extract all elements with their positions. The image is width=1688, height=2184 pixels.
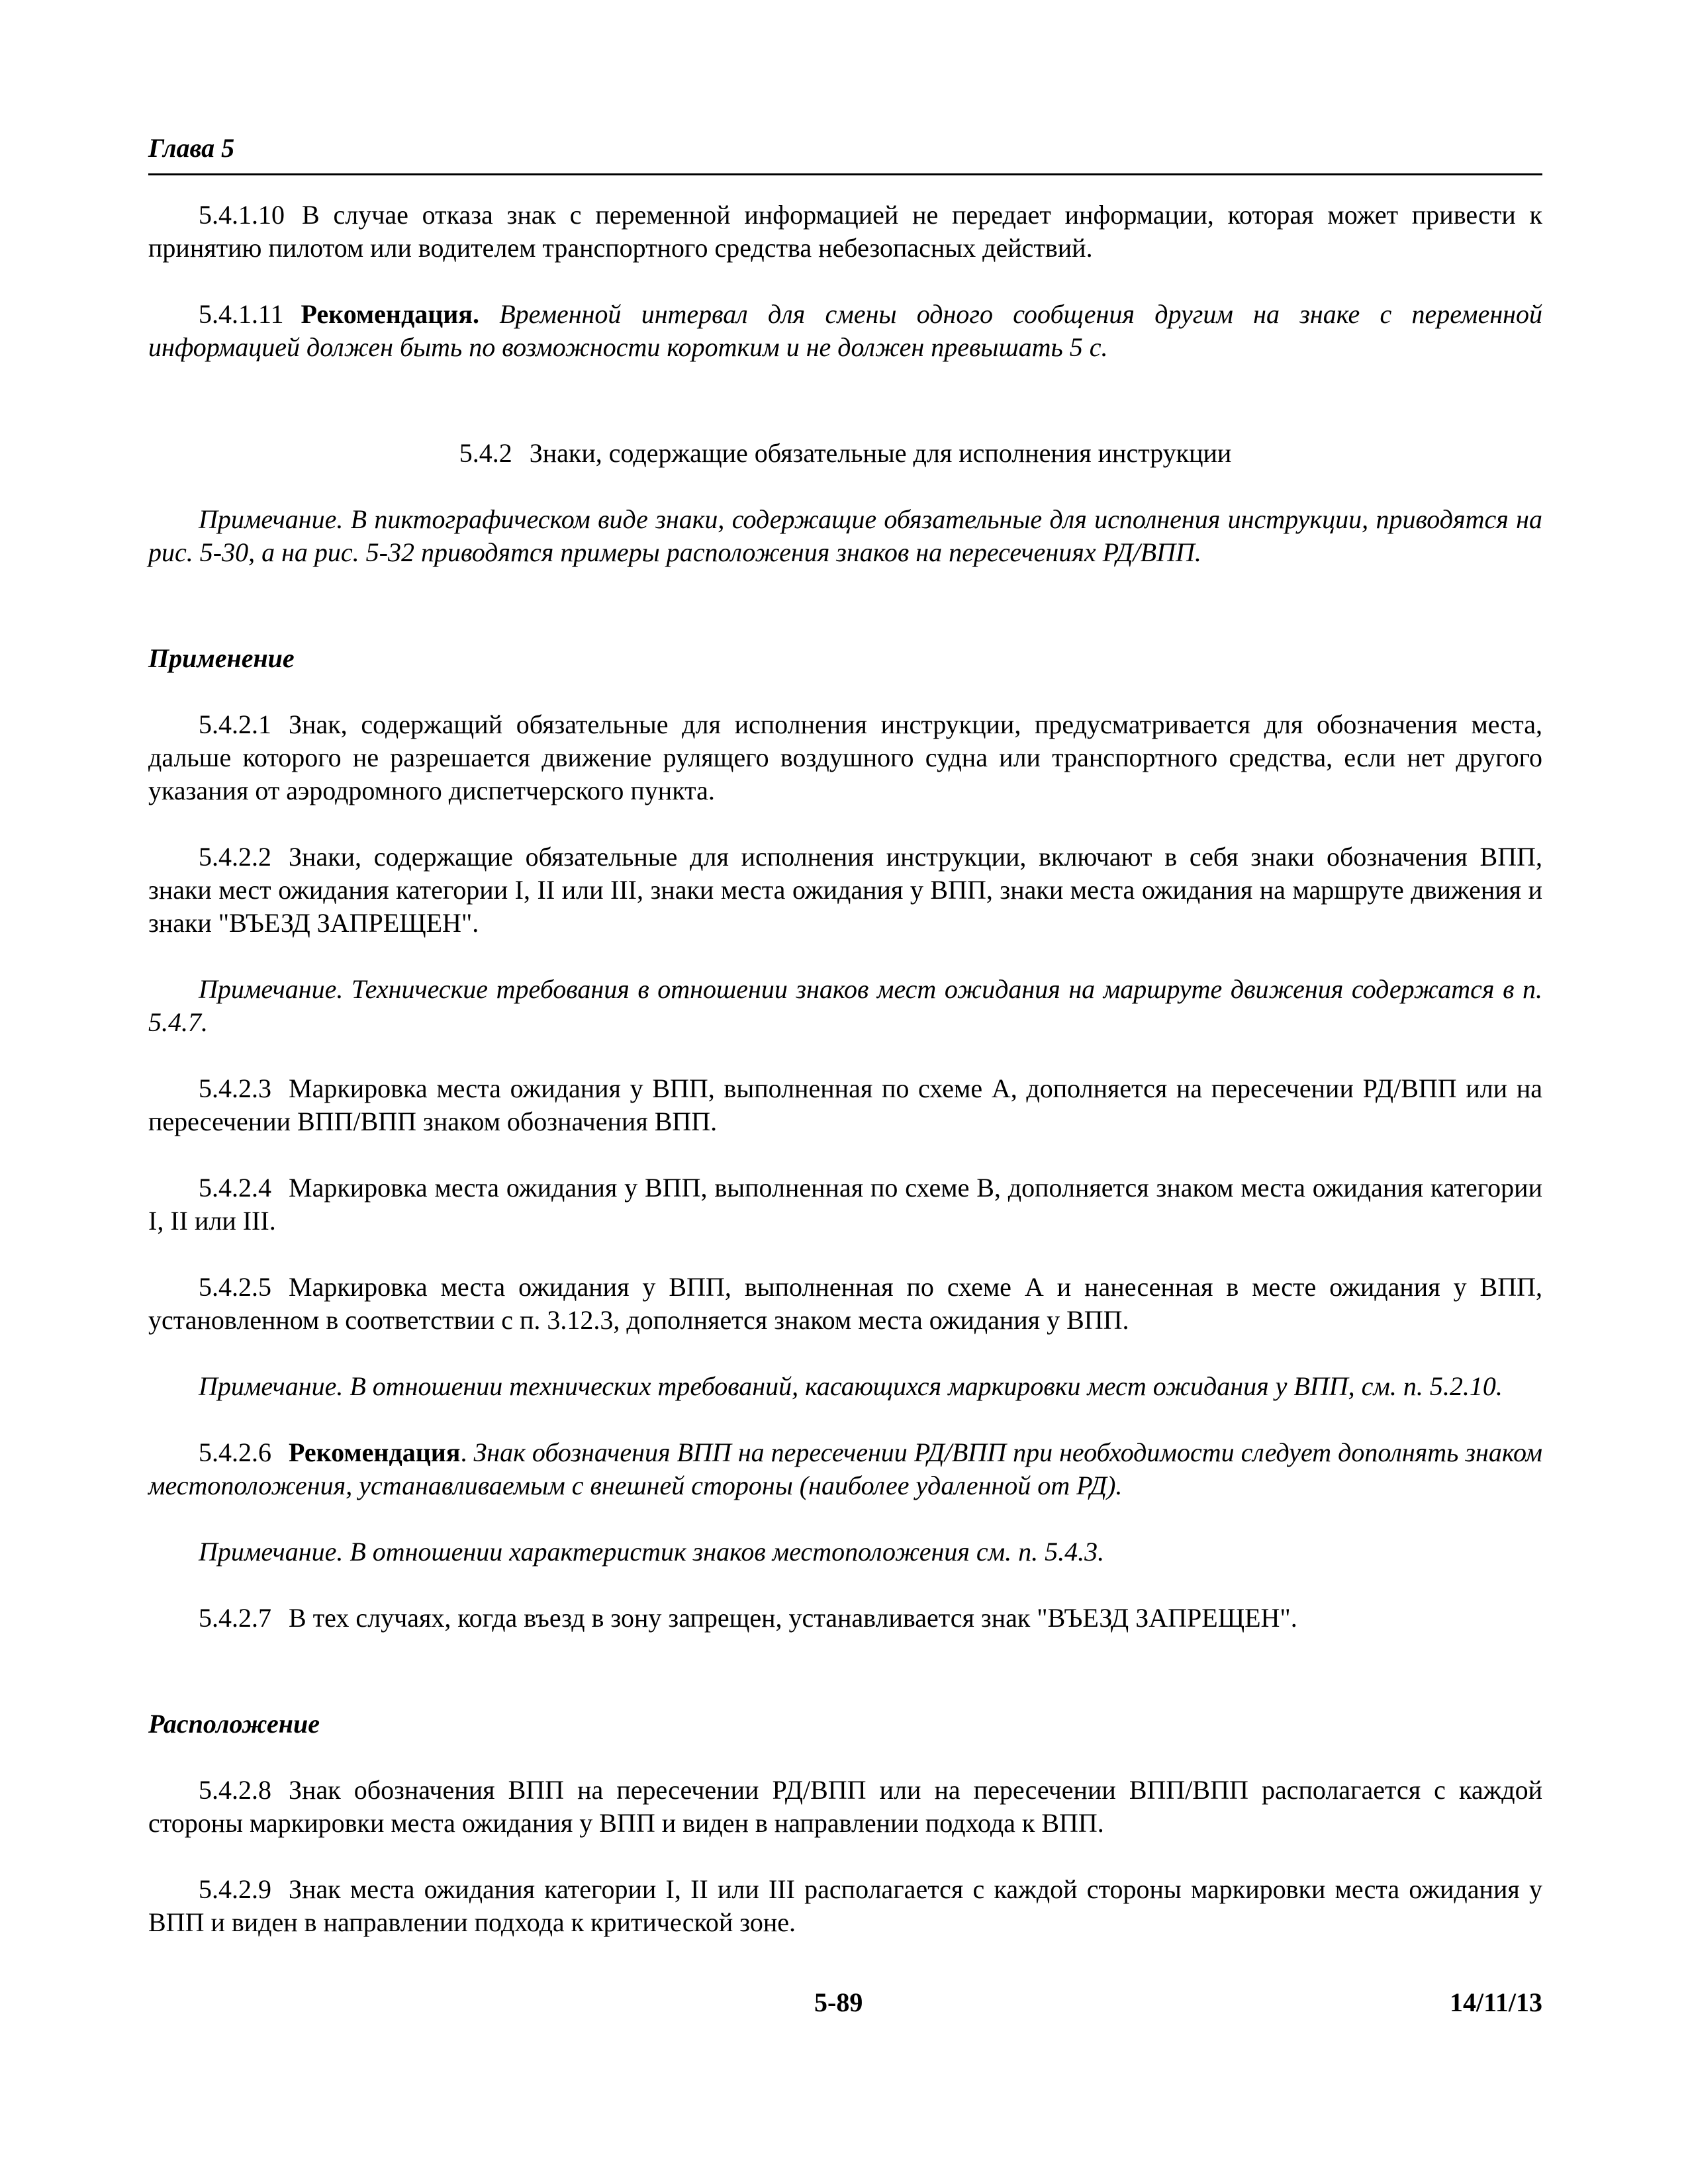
paragraph-5-4-2-5	[148, 1271, 1542, 1337]
paragraph-number: 5.4.2.7	[199, 1603, 271, 1633]
paragraph-text: Знак места ожидания категории I, II или III располагается с каждой стороны маркировки места ожидания у ВПП и виден в направлении подхода к критической зоне.	[148, 1874, 1542, 1937]
paragraph-text: В тех случаях, когда въезд в зону запрещен, устанавливается знак "ВЪЕЗД ЗАПРЕЩЕН".	[289, 1603, 1297, 1633]
paragraph-5-4-2-4	[148, 1171, 1542, 1238]
paragraph-text: Знак обозначения ВПП на пересечении РД/ВПП или на пересечении ВПП/ВПП располагается с каждой стороны маркировки места ожидания у ВПП и виден в направлении подхода к ВПП.	[148, 1775, 1542, 1838]
footer-date: 14/11/13	[1449, 1987, 1542, 2017]
recommendation-label: Рекомендация	[289, 1437, 461, 1467]
note-3: Примечание. В отношении технических требований, касающихся маркировки мест ожидания у ВПП, см. п. 5.2.10.	[199, 1371, 1503, 1401]
note-2: Примечание. Технические требования в отношении знаков мест ожидания на маршруте движения содержатся в п. 5.4.7.	[148, 974, 1542, 1037]
recommendation-label: Рекомендация.	[301, 299, 479, 329]
paragraph-5-4-1-11	[148, 298, 1542, 364]
section-heading-5-4-2	[148, 437, 1542, 470]
paragraph-5-4-1-10	[148, 199, 1542, 265]
paragraph-text: Маркировка места ожидания у ВПП, выполненная по схеме А и нанесенная в месте ожидания у ВПП, установленном в соответствии с п. 3.12.3, дополняется знаком места ожидания у ВПП.	[148, 1272, 1542, 1335]
paragraph-text: Маркировка места ожидания у ВПП, выполненная по схеме В, дополняется знаком места ожидания категории I, II или III.	[148, 1173, 1542, 1236]
paragraph-text: Временной интервал для смены одного сообщения другим на знаке с переменной информацией должен быть по возможности коротким и не должен превышать 5 с.	[148, 299, 1543, 362]
subheading-application: Применение	[148, 643, 295, 673]
paragraph-number: 5.4.2.6	[199, 1437, 271, 1467]
document-body	[148, 199, 1542, 1939]
paragraph-text: В случае отказа знак с переменной информацией не передает информации, которая может привести к принятию пилотом или водителем транспортного средства небезопасных действий.	[148, 200, 1542, 263]
paragraph-5-4-2-2	[148, 841, 1542, 940]
paragraph-number: 5.4.2.1	[199, 709, 271, 739]
paragraph-5-4-2-3	[148, 1072, 1542, 1138]
paragraph-5-4-2-6: 5.4.2.6 Рекомендация. Знак обозначения ВПП на пересечении РД/ВПП при необходимости следует дополнять знаком местоположения, устанавливаемым с внешней стороны (наиболее удаленной от РД).	[148, 1437, 1543, 1500]
paragraph-number: 5.4.1.11	[199, 299, 284, 329]
paragraph-number: 5.4.2.4	[199, 1173, 271, 1203]
header-rule	[148, 173, 1542, 175]
subheading-location: Расположение	[148, 1709, 320, 1739]
page-number: 5-89	[814, 1987, 863, 2017]
paragraph-number: 5.4.2.3	[199, 1073, 271, 1103]
paragraph-5-4-2-1	[148, 708, 1542, 807]
paragraph-5-4-2-7	[148, 1602, 1542, 1635]
paragraph-number: 5.4.1.10	[199, 200, 285, 230]
paragraph-text: Знак обозначения ВПП на пересечении РД/ВПП при необходимости следует дополнять знаком местоположения, устанавливаемым с внешней стороны (наиболее удаленной от РД).	[148, 1437, 1543, 1500]
paragraph-text: Знак, содержащий обязательные для исполнения инструкции, предусматривается для обозначения места, дальше которого не разрешается движение рулящего воздушного судна или транспортного средства, если нет другого указания от аэродромного диспетчерского пункта.	[148, 709, 1542, 805]
paragraph-number: 5.4.2.2	[199, 842, 271, 872]
paragraph-number: 5.4.2.5	[199, 1272, 271, 1302]
note-1: Примечание. В пиктографическом виде знаки, содержащие обязательные для исполнения инструкции, приводятся на рис. 5-30, а на рис. 5-32 приводятся примеры расположения знаков на пересечениях РД/ВПП.	[148, 504, 1542, 567]
section-title: Знаки, содержащие обязательные для исполнения инструкции	[529, 438, 1232, 468]
paragraph-5-4-2-8	[148, 1774, 1542, 1840]
paragraph-5-4-2-9	[148, 1873, 1542, 1939]
paragraph-number: 5.4.2.9	[199, 1874, 271, 1904]
chapter-header: Глава 5	[148, 133, 235, 163]
paragraph-number: 5.4.2.8	[199, 1775, 271, 1805]
paragraph-text: Знаки, содержащие обязательные для исполнения инструкции, включают в себя знаки обозначения ВПП, знаки мест ожидания категории I, II или III, знаки места ожидания у ВПП, знаки места ожидания на маршруте движения и знаки "ВЪЕЗД ЗАПРЕЩЕН".	[148, 842, 1542, 938]
paragraph-text: Маркировка места ожидания у ВПП, выполненная по схеме А, дополняется на пересечении РД/ВПП или на пересечении ВПП/ВПП знаком обозначения ВПП.	[148, 1073, 1542, 1136]
note-4: Примечание. В отношении характеристик знаков местоположения см. п. 5.4.3.	[199, 1537, 1105, 1567]
section-number: 5.4.2	[459, 438, 512, 468]
